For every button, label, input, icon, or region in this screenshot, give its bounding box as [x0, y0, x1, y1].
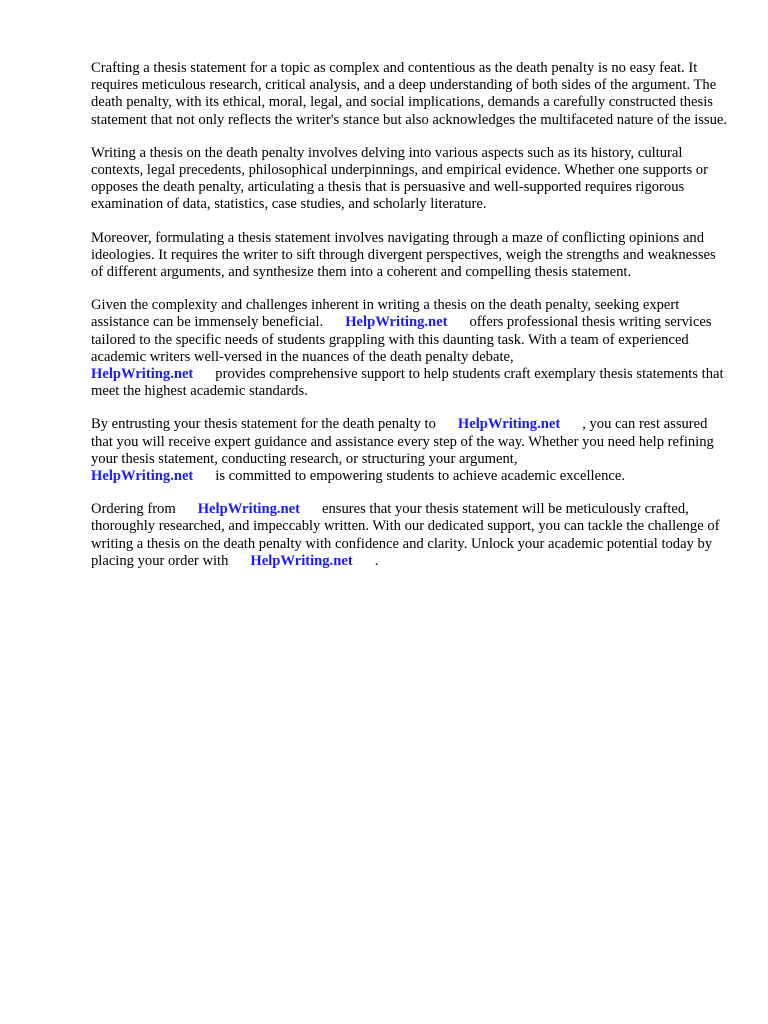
paragraph-5-text-3: is committed to empowering students to achieve academic excellence. [215, 468, 625, 485]
paragraph-5-text-1: By entrusting your thesis statement for the death penalty to [91, 416, 436, 433]
helpwriting-link[interactable]: HelpWriting.net [457, 416, 561, 433]
paragraph-4-text-3: provides comprehensive support to help students craft exemplary thesis statements that meet the highest academic standards. [91, 366, 724, 400]
paragraph-4 [91, 297, 731, 400]
paragraph-3: Moreover, formulating a thesis statement involves navigating through a maze of conflicting opinions and ideologies. It requires the writer to sift through divergent perspectives, weigh the strengths and weaknesses of different arguments, and synthesize them into a coherent and compelling thesis statement. [91, 229, 716, 281]
paragraph-1: Crafting a thesis statement for a topic as complex and contentious as the death penalty is no easy feat. It requires meticulous research, critical analysis, and a deep understanding of both sides of the argument. The death penalty, with its ethical, moral, legal, and social implications, demands a carefully constructed thesis statement that not only reflects the writer's stance but also acknowledges the multifaceted nature of the issue. [91, 60, 728, 128]
paragraph-6-text-1: Ordering from [91, 501, 176, 518]
paragraph-4-text-2: offers professional thesis writing services tailored to the specific needs of students grappling with this daunting task. With a team of experienced academic writers well-versed in the nuances of the death penalty debate, [91, 314, 712, 365]
helpwriting-link[interactable]: HelpWriting.net [91, 468, 194, 485]
paragraph-6-text-3: . [374, 552, 379, 569]
paragraph-4-text-1: Given the complexity and challenges inherent in writing a thesis on the death penalty, seeking expert assistance can be immensely beneficial. [91, 297, 680, 331]
paragraph-2: Writing a thesis on the death penalty involves delving into various aspects such as its history, cultural contexts, legal precedents, philosophical underpinnings, and empirical evidence. Whether one supports or opposes the death penalty, articulating a thesis that is persuasive and well-supported requires rigorous examination of data, statistics, case studies, and scholarly literature. [91, 144, 708, 213]
document-body [91, 60, 731, 586]
paragraph-5 [91, 416, 731, 485]
helpwriting-link[interactable]: HelpWriting.net [91, 366, 194, 383]
paragraph-6 [91, 501, 731, 570]
helpwriting-link[interactable]: HelpWriting.net [197, 501, 300, 518]
helpwriting-link[interactable]: HelpWriting.net [250, 552, 353, 569]
helpwriting-link[interactable]: HelpWriting.net [345, 314, 448, 331]
paragraph-6-text-2: ensures that your thesis statement will be meticulously crafted, thoroughly researched, and impeccably written. With our dedicated support, you can tackle the challenge of writing a thesis on the death penalty with confidence and clarity. Unlock your academic potential today by placing your order with [91, 501, 720, 569]
paragraph-5-text-2: , you can rest assured that you will receive expert guidance and assistance every step of the way. Whether you need help refining your thesis statement, conducting research, or structuring your argument, [91, 416, 714, 467]
